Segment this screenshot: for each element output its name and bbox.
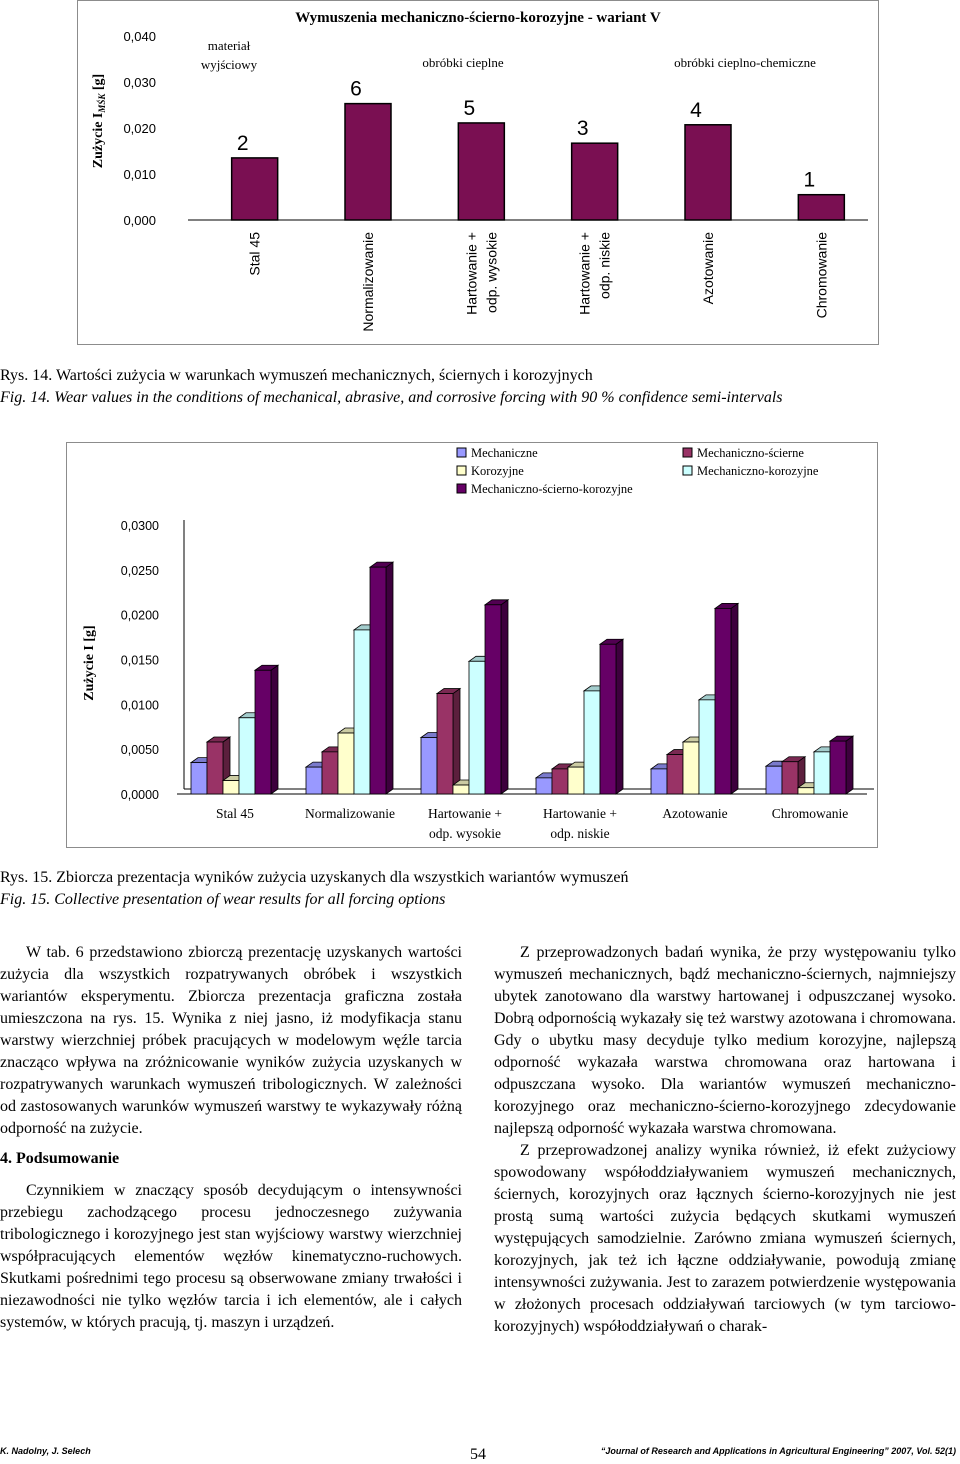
bar-3: [458, 123, 504, 220]
rank-label: 6: [350, 77, 362, 101]
section-heading: 4. Podsumowanie: [0, 1150, 120, 1167]
legend-swatch: [457, 484, 466, 493]
footer-journal: “Journal of Research and Applications in Agricultural Engineering” 2007, Vol. 52(1): [600, 1446, 956, 1456]
group-label-material: wyjściowy: [200, 57, 258, 72]
bar: [814, 752, 830, 794]
bar: [798, 788, 814, 794]
bar: [667, 755, 683, 794]
x-tick-label: Hartowanie +: [463, 232, 480, 315]
figure-14-svg: [78, 1, 878, 344]
x-tick-label: Stal 45: [216, 806, 254, 821]
figure-14-chart: [77, 0, 879, 345]
bar-2: [345, 104, 391, 220]
bar: [584, 691, 600, 794]
legend-swatch: [683, 448, 692, 457]
figure-15-chart: [66, 442, 878, 848]
y-tick-label: 0,0000: [120, 788, 159, 802]
bar: [469, 661, 485, 794]
legend-swatch: [683, 466, 692, 475]
y-tick-label: 0,040: [123, 29, 156, 44]
rank-label: 1: [803, 168, 816, 192]
bar: [255, 670, 271, 794]
bar: [600, 644, 616, 794]
x-tick-label: Normalizowanie: [360, 232, 376, 332]
x-tick-label: Hartowanie +: [543, 806, 617, 821]
bar: [766, 766, 782, 794]
x-tick-label: Hartowanie +: [428, 806, 502, 821]
bar: [191, 763, 207, 794]
x-tick-label: Chromowanie: [771, 806, 849, 821]
bar: [453, 785, 469, 794]
bar: [830, 741, 846, 794]
bar: [338, 733, 354, 794]
bar: [715, 608, 731, 794]
bar: [485, 605, 501, 794]
group-label-material: materiał: [207, 38, 251, 53]
bar: [683, 742, 699, 794]
left-column: [0, 942, 462, 1334]
bar: [322, 752, 338, 794]
y-axis-label: Zużycie $I_{MŚK}$ [g]: [91, 73, 107, 169]
legend-label: Mechaniczne: [471, 446, 538, 460]
bar: [370, 567, 386, 794]
legend-label: Mechaniczno-ścierne: [697, 446, 804, 460]
footer-authors: K. Nadolny, J. Selech: [0, 1446, 91, 1456]
bar-side: [271, 665, 278, 794]
bar-side: [616, 639, 623, 794]
bar-side: [453, 689, 460, 794]
figure-14-caption-pl: Rys. 14. Wartości zużycia w warunkach wymuszeń mechanicznych, ściernych i korozyjnych: [0, 367, 593, 384]
rank-label: 2: [236, 131, 249, 155]
bar: [536, 778, 552, 794]
figure-15-svg: [67, 443, 877, 847]
bar-1: [232, 158, 278, 220]
y-tick-label: 0,0100: [120, 698, 159, 713]
left-paragraph-2: Czynnikiem w znaczący sposób decydującym o intensywności przebiegu zachodzącego procesu jednoczesnego zużywania tribologicznego i korozyjnego jest stan wyjściowy warstwy wierzchniej współpracujących elementów węzłów kinematyczno-ruchowych. Skutkami pośrednimi tego procesu są obserwowane zmiany trwałości i niezawodności nie tylko węzłów tarcia i ich elementów, ale i całych systemów, w których pracują, tj. maszyn i urządzeń.: [0, 1182, 462, 1331]
figure-15-caption-en: Fig. 15. Collective presentation of wear results for all forcing options: [0, 891, 446, 908]
chart-title: Wymuszenia mechaniczno-ścierno-korozyjne - wariant V: [295, 10, 661, 26]
y-tick-label: 0,030: [123, 75, 156, 90]
bar: [239, 718, 255, 794]
bar: [421, 738, 437, 794]
bar-5: [685, 125, 731, 220]
right-column: [494, 942, 956, 1338]
bar-side: [731, 603, 738, 794]
bar: [782, 762, 798, 794]
rank-label: 4: [690, 98, 702, 122]
bar: [552, 769, 568, 794]
legend-swatch: [457, 466, 466, 475]
x-tick-label: odp. wysokie: [483, 232, 500, 313]
bar-side: [501, 600, 508, 794]
rank-label: 5: [463, 96, 476, 120]
bar-6: [798, 195, 844, 220]
x-tick-label: odp. wysokie: [429, 826, 501, 841]
y-tick-label: 0,000: [123, 213, 156, 228]
bar: [699, 700, 715, 794]
x-tick-label: Normalizowanie: [305, 806, 395, 821]
bar: [223, 781, 239, 794]
x-tick-label: Hartowanie +: [576, 232, 593, 315]
group-label-heat-treatment: obróbki cieplne: [422, 55, 504, 70]
rank-label: 3: [576, 117, 589, 141]
figure-15-caption-pl: Rys. 15. Zbiorcza prezentacja wyników zużycia uzyskanych dla wszystkich wariantów wymuszeń: [0, 869, 629, 886]
bar-side: [386, 562, 393, 794]
legend-label: Mechaniczno-ścierno-korozyjne: [471, 482, 633, 496]
x-tick-label: odp. niskie: [550, 826, 610, 841]
group-label-thermochemical: obróbki cieplno-chemiczne: [674, 55, 816, 70]
bar: [437, 694, 453, 794]
bar: [568, 767, 584, 794]
right-paragraph-1: Z przeprowadzonych badań wynika, że przy występowaniu tylko wymuszeń mechanicznych, bądź mechaniczno-ściernych, najmniejszy ubytek zanotowano dla warstwy hartowanej i odpuszczanej wysoko. Dobrą odpornością wykazały się też warstwy azotowana i chromowana. Gdy o ubytku masy decyduje tylko medium korozyjne, najlepszą odporność wykazała warstwa chromowana oraz hartowana i odpuszczana wysoko. Dla wariantów wymuszeń mechaniczno-korozyjnego oraz mechaniczno-ścierno-korozyjnego zdecydowanie najlepszą odporność wykazała warstwa chromowana.: [494, 944, 956, 1137]
figure-14-caption-en: Fig. 14. Wear values in the conditions of mechanical, abrasive, and corrosive forcing with 90 % confidence semi-intervals: [0, 389, 783, 406]
bar: [354, 630, 370, 794]
bar: [207, 742, 223, 794]
y-tick-label: 0,0250: [120, 563, 159, 578]
y-tick-label: 0,010: [123, 167, 156, 182]
page-number: 54: [470, 1446, 486, 1463]
legend-swatch: [457, 448, 466, 457]
y-tick-label: 0,0300: [120, 519, 159, 533]
bar-side: [846, 736, 853, 794]
bar: [651, 769, 667, 794]
y-tick-label: 0,0150: [120, 653, 159, 668]
x-tick-label: odp. niskie: [596, 232, 613, 299]
x-tick-label: Chromowanie: [813, 232, 830, 319]
bar-4: [572, 143, 618, 220]
y-tick-label: 0,0050: [120, 743, 159, 758]
x-tick-label: Azotowanie: [700, 232, 716, 305]
right-paragraph-2: Z przeprowadzonej analizy wynika również, iż efekt zużyciowy spowodowany współoddziaływaniem wymuszeń mechanicznych, ściernych, korozyjnych oraz łącznych ścierno-korozyjnych nie jest prostą sumą wartości zużycia będących skutkami wymuszeń występujących samodzielnie. Zarówno zmiana wymuszeń ściernych, korozyjnych, jak też ich łączne oddziaływanie, powodują zmianę intensywności zużywania. Jest to zarazem potwierdzenie występowania w złożonych procesach oddziaływań tarciowych (w tym tarciowo-korozyjnych) współoddziaływań o charak-: [494, 1142, 956, 1335]
y-axis-label: Zużycie I [g]: [82, 625, 97, 701]
bar: [306, 767, 322, 794]
x-tick-label: Stal 45: [246, 232, 263, 276]
legend-label: Korozyjne: [471, 464, 524, 478]
y-tick-label: 0,020: [123, 121, 156, 136]
left-paragraph-1: W tab. 6 przedstawiono zbiorczą prezentację uzyskanych wartości zużycia dla wszystkich rozpatrywanych obróbek i wszystkich wariantów eksperymentu. Zbiorcza prezentacja graficzna została umieszczona na rys. 15. Wynika z niej jasno, iż modyfikacja stanu warstwy wierzchniej próbek pracujących w modelowym węźle tarcia znacząco wpływa na zróżnicowanie wyników zużycia uzyskanych w rozpatrywanych warunkach wymuszeń tribologicznych. W zależności od zastosowanych warunków wymuszeń warstwy te wykazywały różną odporność na zużycie.: [0, 944, 462, 1137]
legend-label: Mechaniczno-korozyjne: [697, 464, 819, 478]
y-tick-label: 0,0200: [120, 608, 159, 623]
x-tick-label: Azotowanie: [662, 806, 728, 821]
